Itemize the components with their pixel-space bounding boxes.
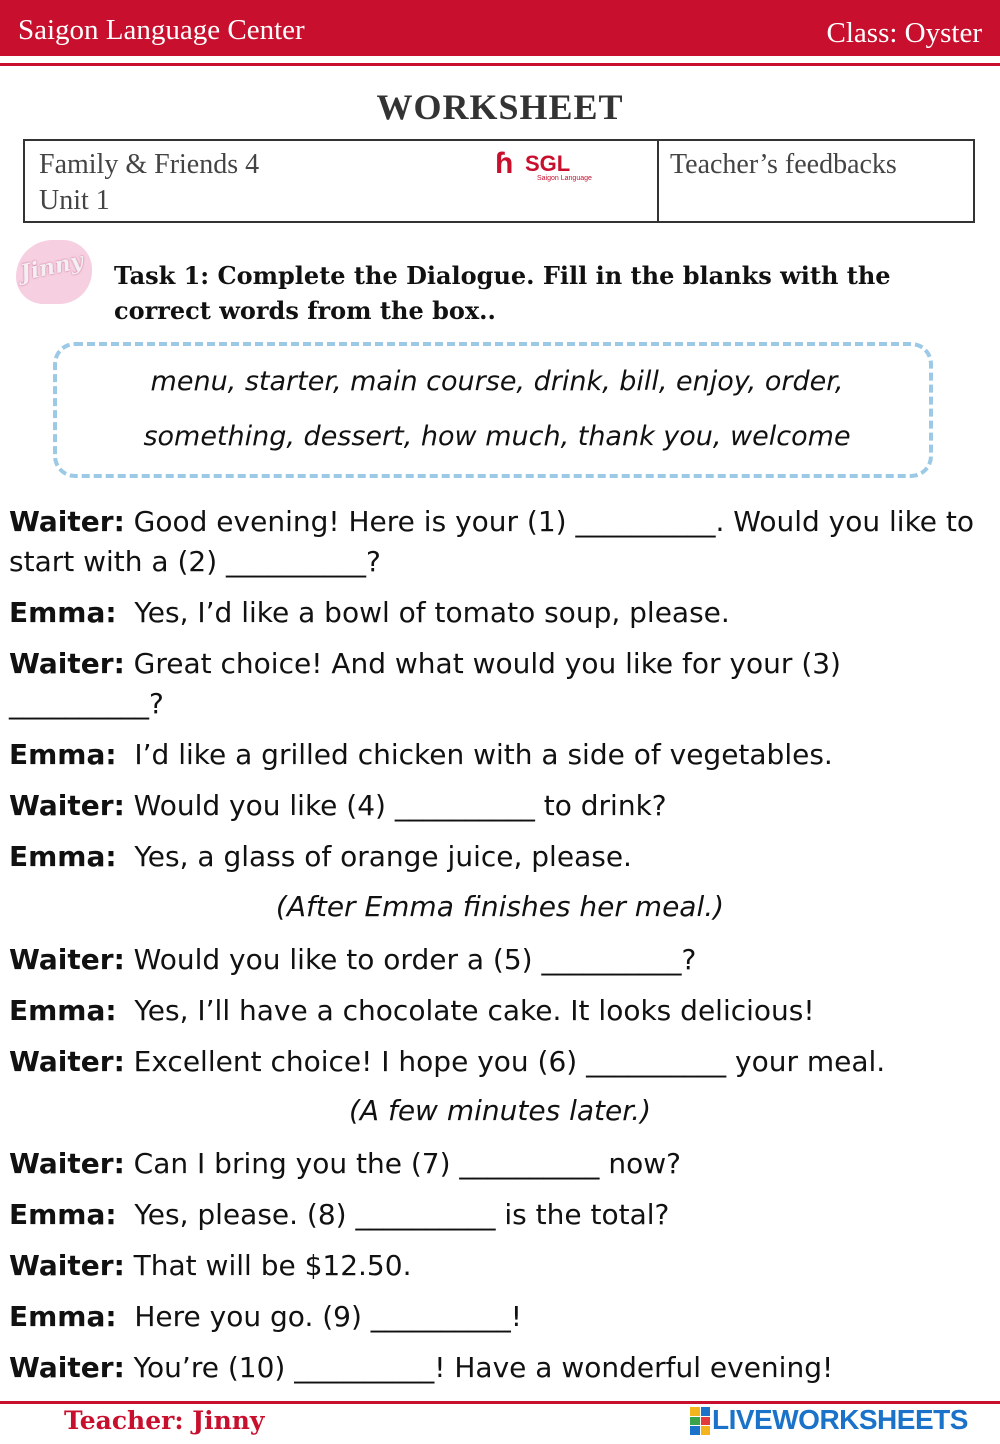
class-label: Class: Oyster <box>826 17 982 49</box>
dialogue-text: You’re (10) __________! Have a wonderful evening! <box>124 1351 834 1384</box>
speaker: Emma: <box>9 1198 117 1231</box>
dialogue-line <box>9 837 994 877</box>
word-box-line-1: menu, starter, main course, drink, bill, enjoy, order, <box>150 366 844 397</box>
speaker: Waiter: <box>9 789 125 822</box>
dialogue-line <box>9 1042 994 1082</box>
dialogue-text: Would you like (4) __________ to drink? <box>124 789 667 822</box>
center-name: Saigon Language Center <box>18 14 305 46</box>
dialogue-line <box>9 1144 994 1184</box>
speaker: Waiter: <box>9 1147 125 1180</box>
stage-direction: (A few minutes later.) <box>348 1094 651 1127</box>
dialogue-line <box>9 1195 994 1235</box>
header-divider <box>0 63 1000 66</box>
dialogue-text: I’d like a grilled chicken with a side of vegetables. <box>116 738 833 771</box>
dialogue-line <box>9 940 994 980</box>
sgl-logo-text: SGL <box>525 151 571 176</box>
speaker: Waiter: <box>9 647 125 680</box>
speaker: Waiter: <box>9 1249 125 1282</box>
dialogue-line <box>9 593 994 633</box>
page-title: WORKSHEET <box>376 87 624 127</box>
speaker: Emma: <box>9 738 117 771</box>
book-name: Family & Friends 4 <box>39 149 260 180</box>
dialogue-line <box>9 644 994 724</box>
dialogue-line <box>9 991 994 1031</box>
dialogue-text: Excellent choice! I hope you (6) __________ your meal. <box>124 1045 886 1078</box>
badge-text: Jinny <box>17 247 86 287</box>
dialogue-line <box>9 1246 994 1286</box>
dialogue-text: That will be $12.50. <box>124 1249 412 1282</box>
speaker: Emma: <box>9 840 117 873</box>
stage-direction: (After Emma finishes her meal.) <box>275 890 725 923</box>
feedback-label: Teacher’s feedbacks <box>670 149 897 180</box>
dialogue-line <box>9 786 994 826</box>
dialogue-line <box>9 502 994 582</box>
task-title: Task 1: Complete the Dialogue. Fill in the blanks with the correct words from the box.. <box>114 261 891 325</box>
speaker: Waiter: <box>9 943 125 976</box>
speaker: Waiter: <box>9 1351 125 1384</box>
dialogue-line <box>9 1348 994 1388</box>
info-table <box>23 139 975 223</box>
sgl-logo-subtext: Saigon Language <box>537 175 592 182</box>
liveworksheets-grid-icon <box>690 1407 710 1435</box>
sgl-logo <box>495 147 595 181</box>
speaker: Waiter: <box>9 505 125 538</box>
dialogue-line <box>9 1297 994 1337</box>
dialogue-text: Yes, I’d like a bowl of tomato soup, please. <box>116 596 730 629</box>
dialogue-text: Good evening! Here is your (1) __________. Would you like to start with a (2) __________? <box>9 505 975 578</box>
teacher-name: Teacher: Jinny <box>64 1406 265 1435</box>
dialogue-line <box>9 735 994 775</box>
header-bar <box>0 0 1000 56</box>
dialogue-text: Would you like to order a (5) __________? <box>124 943 697 976</box>
speaker: Emma: <box>9 994 117 1027</box>
dialogue-text: Yes, I’ll have a chocolate cake. It looks delicious! <box>116 994 815 1027</box>
sgl-swirl-icon: ɦ <box>495 147 514 180</box>
jinny-badge-icon <box>16 240 92 304</box>
dialogue-text: Yes, please. (8) __________ is the total? <box>116 1198 670 1231</box>
speaker: Waiter: <box>9 1045 125 1078</box>
dialogue-text: Yes, a glass of orange juice, please. <box>116 840 632 873</box>
dialogue-text: Great choice! And what would you like for your (3) __________? <box>9 647 841 720</box>
liveworksheets-brand: LIVEWORKSHEETS <box>712 1404 968 1435</box>
dialogue-text: Can I bring you the (7) __________ now? <box>124 1147 681 1180</box>
unit-name: Unit 1 <box>39 185 110 216</box>
word-box <box>53 342 933 478</box>
dialogue-text: Here you go. (9) __________! <box>116 1300 523 1333</box>
speaker: Emma: <box>9 596 117 629</box>
word-box-line-2: something, dessert, how much, thank you, welcome <box>143 421 851 452</box>
speaker: Emma: <box>9 1300 117 1333</box>
course-cell <box>25 141 659 221</box>
